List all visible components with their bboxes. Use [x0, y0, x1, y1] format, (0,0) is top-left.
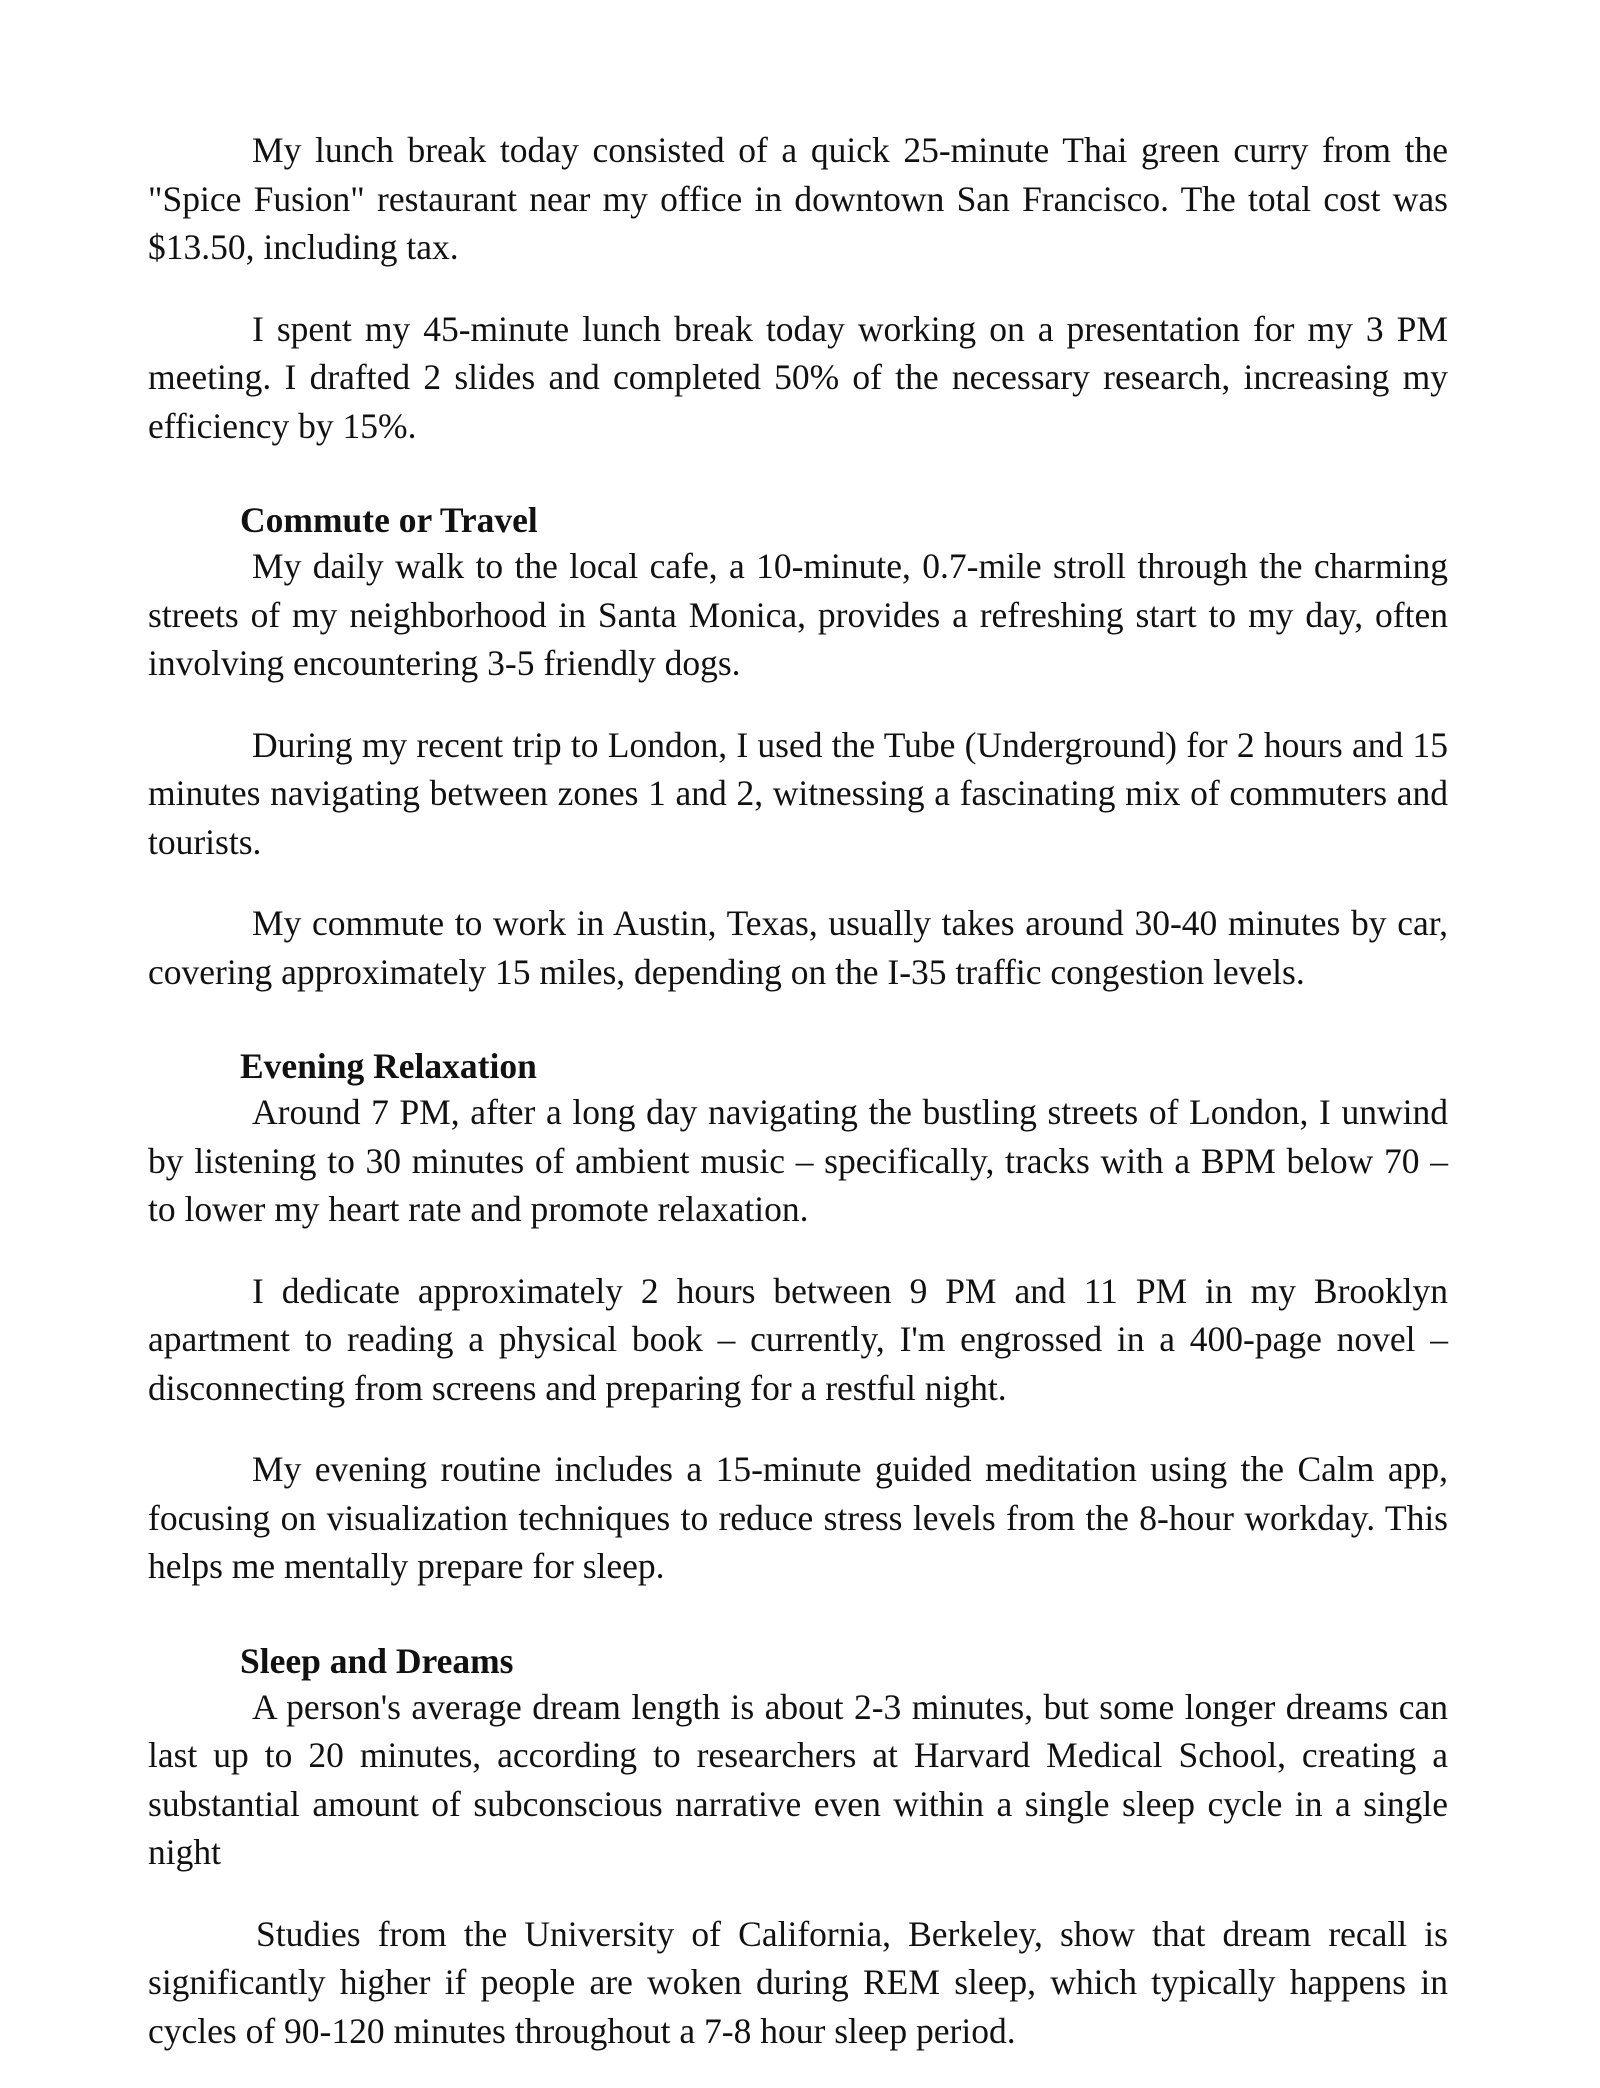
paragraph-austin-commute: My commute to work in Austin, Texas, usually takes around 30-40 minutes by car, covering approximately 15 miles, depending on the I-35 traffic congestion levels.	[148, 903, 1448, 992]
paragraph-lunch-presentation: I spent my 45-minute lunch break today working on a presentation for my 3 PM meeting. I drafted 2 slides and completed 50% of the necessary research, increasing my efficiency by 15%.	[148, 308, 1448, 446]
paragraph-dream-length: A person's average dream length is about 2-3 minutes, but some longer dreams can last up to 20 minutes, according to researchers at Harvard Medical School, creating a substantial amount of subconscious narrative even within a single sleep cycle in a single night	[148, 1686, 1448, 1872]
paragraph-walk-to-cafe: My daily walk to the local cafe, a 10-minute, 0.7-mile stroll through the charming streets of my neighborhood in Santa Monica, provides a refreshing start to my day, often involving encountering 3-5 friendly dogs.	[148, 546, 1448, 683]
paragraph-meditation: My evening routine includes a 15-minute guided meditation using the Calm app, focusing on visualization techniques to reduce stress levels from the 8-hour workday. This helps me mentally prepare for sleep.	[148, 1449, 1448, 1586]
heading-evening-relaxation: Evening Relaxation	[240, 1046, 537, 1086]
heading-sleep-and-dreams: Sleep and Dreams	[240, 1640, 514, 1681]
paragraph-ambient-music: Around 7 PM, after a long day navigating the bustling streets of London, I unwind by listening to 30 minutes of ambient music – specifically, tracks with a BPM below 70 – to lower my heart rate and promote relaxation.	[148, 1092, 1448, 1229]
paragraph-london-tube: During my recent trip to London, I used the Tube (Underground) for 2 hours and 15 minutes navigating between zones 1 and 2, witnessing a fascinating mix of commuters and tourists.	[148, 724, 1448, 862]
paragraph-reading-book: I dedicate approximately 2 hours between 9 PM and 11 PM in my Brooklyn apartment to reading a physical book – currently, I'm engrossed in a 400-page novel – disconnecting from screens and preparing for a restful night.	[148, 1270, 1448, 1408]
paragraph-lunch-curry: My lunch break today consisted of a quick 25-minute Thai green curry from the "Spice Fusion" restaurant near my office in downtown San Francisco. The total cost was $13.50, including tax.	[148, 130, 1448, 267]
paragraph-dream-recall: Studies from the University of California, Berkeley, show that dream recall is significantly higher if people are woken during REM sleep, which typically happens in cycles of 90-120 minutes throughout a 7-8 hour sleep period.	[148, 1913, 1448, 2051]
heading-commute-or-travel: Commute or Travel	[240, 500, 538, 540]
document-page	[148, 126, 1448, 2088]
